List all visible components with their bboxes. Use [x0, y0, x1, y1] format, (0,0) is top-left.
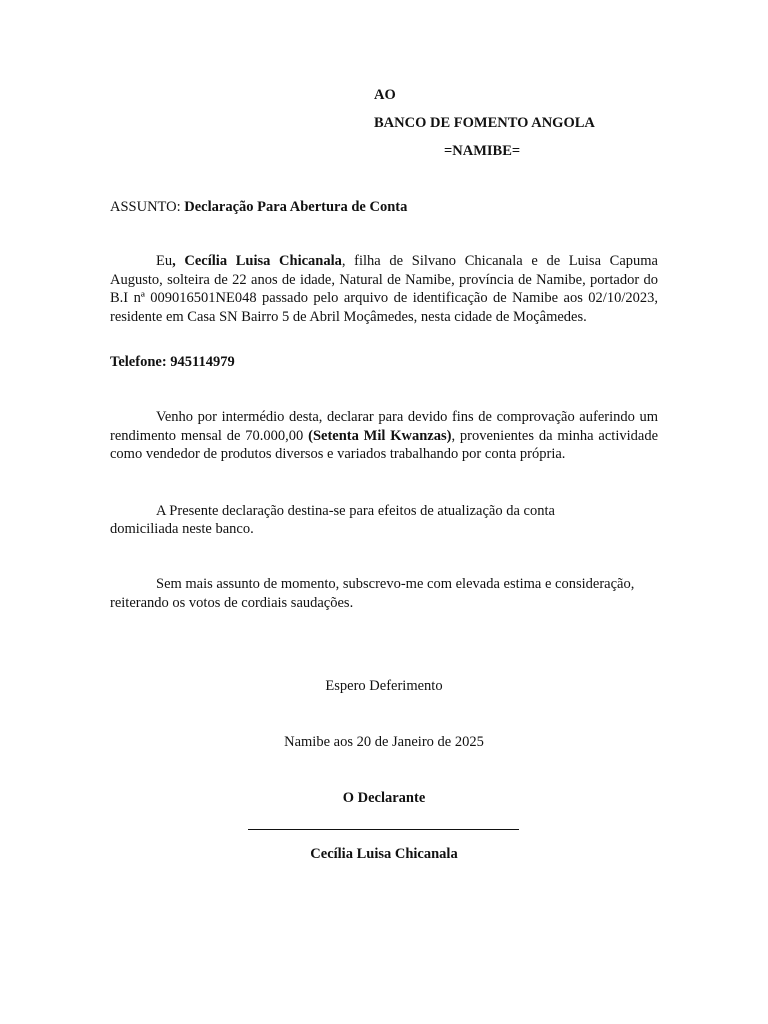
request-text: Espero Deferimento [325, 678, 443, 694]
intro-paragraph [110, 252, 658, 326]
purpose-line-1: A Presente declaração destina-se para efeitos de atualização da conta [156, 503, 555, 519]
income-text-1: Venho por intermédio desta, declarar para devido fins de comprovação auferindo um rendimento mensal de 70.000,00 [110, 409, 658, 444]
income-amount-words: (Setenta Mil Kwanzas) [308, 427, 452, 444]
closing-line-1: Sem mais assunto de momento, subscrevo-me com elevada estima e consideração, [156, 576, 635, 592]
intro-prefix: Eu [156, 253, 173, 269]
intro-text: , filha de Silvano Chicanala e de Luisa Capuma Augusto, solteira de 22 anos de idade, Natural de Namibe, província de Namibe, portador do B.I nª 009016501NE048 passado pelo arquivo de identificação de Namibe aos 02/10/2023, residente em Casa SN Bairro 5 de Abril Moçâmedes, nesta cidade de Moçâmedes. [110, 253, 658, 325]
declarant-name: Cecília Luisa Chicanala [310, 846, 458, 862]
purpose-line-2: domiciliada neste banco. [110, 521, 254, 537]
subject-line [110, 198, 407, 216]
closing-line-2: reiterando os votos de cordiais saudações. [110, 595, 354, 611]
recipient-line-1: AO [374, 87, 396, 103]
phone-number: Telefone: 945114979 [110, 354, 235, 370]
place-date: Namibe aos 20 de Janeiro de 2025 [284, 734, 484, 750]
income-paragraph [110, 408, 658, 464]
subject-label: ASSUNTO: [110, 199, 181, 215]
income-text-2: , provenientes da minha actividade como vendedor de produtos diversos e variados trabalhando por conta própria. [110, 427, 658, 462]
recipient-line-3: =NAMIBE= [444, 143, 521, 159]
subject-text: Declaração Para Abertura de Conta [184, 199, 408, 215]
declarant-name-inline: , Cecília Luisa Chicanala [172, 253, 342, 269]
signature-line [248, 829, 519, 830]
declarant-label: O Declarante [342, 790, 426, 806]
recipient-line-2: BANCO DE FOMENTO ANGOLA [374, 115, 595, 131]
